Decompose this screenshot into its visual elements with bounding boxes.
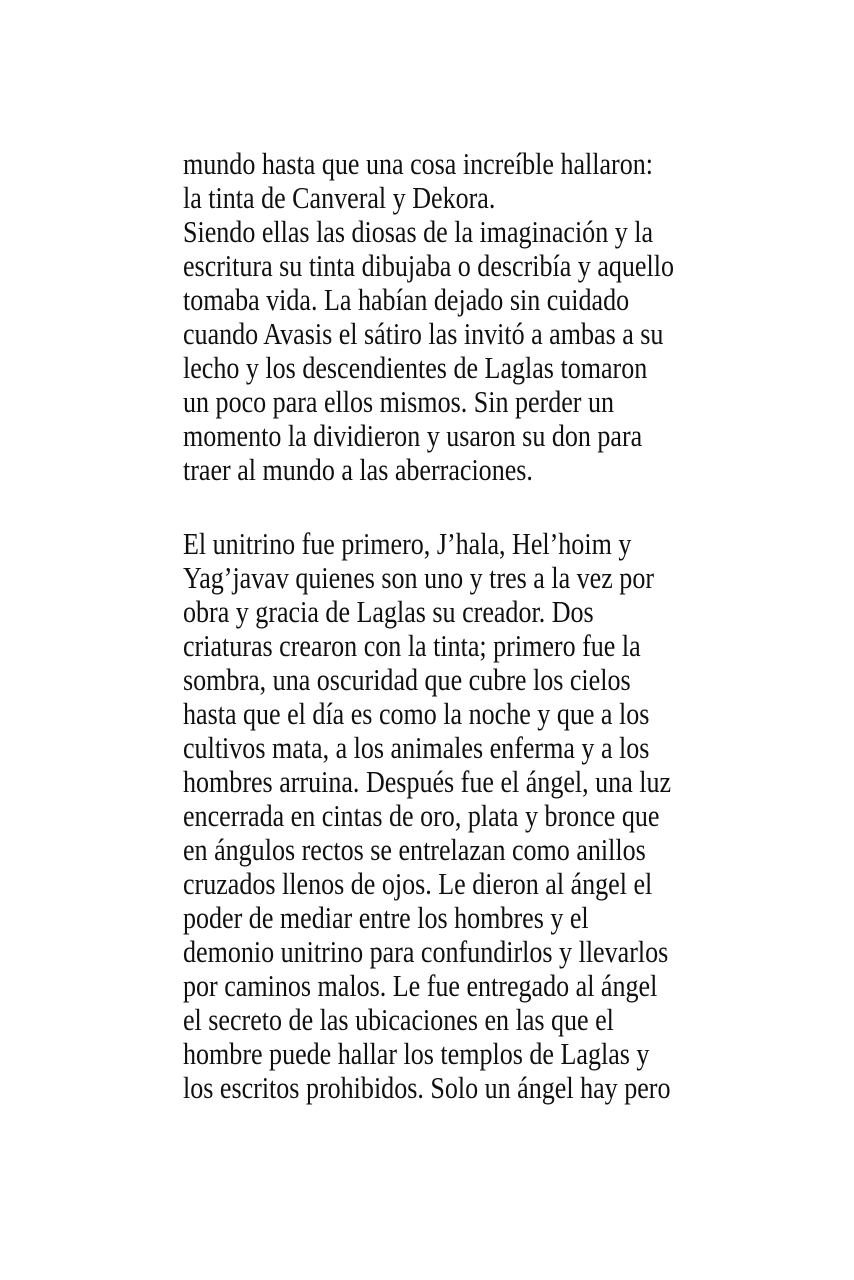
text-line: hasta que el día es como la noche y que a los <box>183 696 650 731</box>
text-line: encerrada en cintas de oro, plata y bronce que <box>183 798 660 833</box>
text-line: lecho y los descendientes de Laglas tomaron <box>183 350 648 385</box>
text-line: El unitrino fue primero, J’hala, Hel’hoim y <box>183 526 632 561</box>
text-line: hombre puede hallar los templos de Laglas y <box>183 1036 650 1071</box>
text-line: cultivos mata, a los animales enferma y a los <box>183 730 650 765</box>
text-line: criaturas crearon con la tinta; primero fue la <box>183 628 641 663</box>
text-line: tomaba vida. La habían dejado sin cuidado <box>183 282 630 317</box>
paragraph-1 <box>183 147 687 487</box>
text-line: por caminos malos. Le fue entregado al ángel <box>183 968 658 1003</box>
text-line: sombra, una oscuridad que cubre los cielos <box>183 662 631 697</box>
text-line: Yag’javav quienes son uno y tres a la vez por <box>183 560 655 595</box>
text-line: los escritos prohibidos. Solo un ángel hay pero <box>183 1070 671 1105</box>
text-line: cuando Avasis el sátiro las invitó a ambas a su <box>183 316 664 351</box>
text-column <box>183 147 687 1105</box>
text-line: traer al mundo a las aberraciones. <box>183 452 533 487</box>
text-line: Siendo ellas las diosas de la imaginación y la <box>183 214 654 249</box>
text-line: poder de mediar entre los hombres y el <box>183 900 589 935</box>
text-line: demonio unitrino para confundirlos y llevarlos <box>183 934 669 969</box>
text-line: hombres arruina. Después fue el ángel, una luz <box>183 764 672 799</box>
text-line: un poco para ellos mismos. Sin perder un <box>183 384 615 419</box>
text-line: mundo hasta que una cosa increíble hallaron: <box>183 146 654 181</box>
paragraph-2 <box>183 527 687 1105</box>
text-line: cruzados llenos de ojos. Le dieron al ángel el <box>183 866 653 901</box>
text-line: el secreto de las ubicaciones en las que el <box>183 1002 614 1037</box>
text-line: escritura su tinta dibujaba o describía y aquello <box>183 248 674 283</box>
text-line: obra y gracia de Laglas su creador. Dos <box>183 594 594 629</box>
text-line: momento la dividieron y usaron su don para <box>183 418 643 453</box>
text-line: la tinta de Canveral y Dekora. <box>183 180 496 215</box>
text-line: en ángulos rectos se entrelazan como anillos <box>183 832 646 867</box>
